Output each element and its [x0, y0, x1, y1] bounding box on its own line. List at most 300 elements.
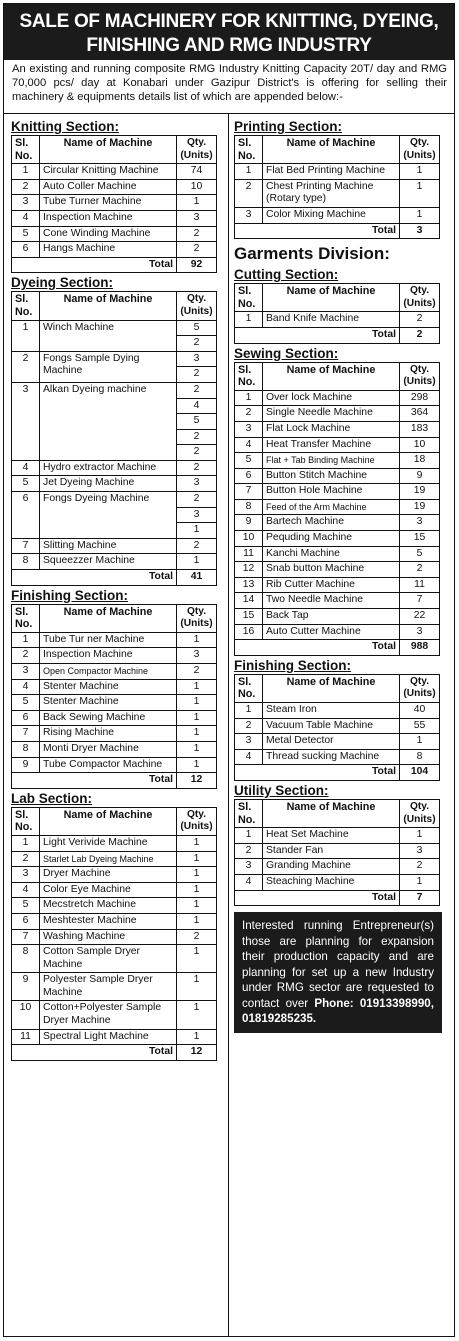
row-serial: 1 [235, 703, 263, 719]
advertisement [3, 3, 455, 1337]
row-quantity: 1 [400, 734, 440, 750]
total-blank [235, 327, 263, 343]
row-serial: 1 [12, 164, 40, 180]
row-machine-name: Stenter Machine [40, 679, 177, 695]
row-quantity: 3 [177, 648, 217, 664]
table-row [235, 874, 440, 890]
row-serial: 5 [12, 226, 40, 242]
table-row [235, 484, 440, 500]
row-quantity: 1 [177, 632, 217, 648]
total-blank [235, 223, 263, 239]
row-serial: 3 [235, 207, 263, 223]
table-row [12, 226, 217, 242]
row-serial: 9 [12, 973, 40, 1001]
row-quantity: 2 [177, 336, 217, 352]
total-row [12, 570, 217, 586]
table-row [12, 242, 217, 258]
name-header: Name of Machine [40, 292, 177, 320]
row-serial: 7 [12, 929, 40, 945]
table-row [12, 538, 217, 554]
total-value: 3 [400, 223, 440, 239]
sl-header: Sl. No. [12, 136, 40, 164]
row-serial: 5 [12, 476, 40, 492]
row-quantity: 8 [400, 749, 440, 765]
qty-header: Qty. (Units) [400, 362, 440, 390]
row-serial: 6 [12, 242, 40, 258]
row-quantity: 1 [177, 867, 217, 883]
row-machine-name: Pequding Machine [263, 531, 400, 547]
row-quantity: 1 [177, 757, 217, 773]
row-quantity: 5 [177, 320, 217, 336]
name-header: Name of Machine [40, 807, 177, 835]
row-machine-name: Color Eye Machine [40, 882, 177, 898]
sl-header: Sl. No. [235, 674, 263, 702]
row-quantity: 1 [177, 726, 217, 742]
row-quantity: 1 [177, 1029, 217, 1045]
table-row [235, 531, 440, 547]
row-machine-name: Feed of the Arm Machine [263, 499, 400, 515]
row-quantity: 40 [400, 703, 440, 719]
row-quantity: 2 [177, 929, 217, 945]
row-serial: 1 [235, 390, 263, 406]
table-row [12, 320, 217, 336]
table-row [235, 390, 440, 406]
row-serial: 2 [235, 718, 263, 734]
table-row [12, 726, 217, 742]
machine-table [234, 135, 440, 239]
table-row [12, 679, 217, 695]
ad-title: SALE OF MACHINERY FOR KNITTING, DYEING, FINISHING AND RMG INDUSTRY [4, 4, 454, 60]
total-row [235, 765, 440, 781]
contact-phone: Phone: 01913398990, 01819285235. [242, 996, 434, 1026]
contact-text: Interested running Entrepreneur(s) those are planning for expansion their production capacity and are planning for set up a new Industry under RMG sector are requested to contact over [242, 919, 434, 1010]
row-serial: 1 [12, 320, 40, 351]
table-row [235, 749, 440, 765]
row-quantity: 1 [177, 1001, 217, 1029]
contact-box [234, 912, 442, 1033]
table-row [12, 179, 217, 195]
row-serial: 6 [12, 492, 40, 539]
table-row [12, 382, 217, 398]
table-row [235, 421, 440, 437]
row-serial: 8 [12, 741, 40, 757]
table-row [235, 703, 440, 719]
table-row [12, 476, 217, 492]
row-machine-name: Winch Machine [40, 320, 177, 351]
row-serial: 14 [235, 593, 263, 609]
table-row [235, 179, 440, 207]
row-machine-name: Color Mixing Machine [263, 207, 400, 223]
total-row [12, 257, 217, 273]
row-serial: 7 [12, 538, 40, 554]
table-row [12, 913, 217, 929]
table-row [235, 312, 440, 328]
row-machine-name: Flat + Tab Binding Machine [263, 453, 400, 469]
row-quantity: 22 [400, 609, 440, 625]
table-row [235, 577, 440, 593]
row-machine-name: Slitting Machine [40, 538, 177, 554]
row-machine-name: Fongs Dyeing Machine [40, 492, 177, 539]
total-blank [12, 1045, 40, 1061]
table-row [12, 554, 217, 570]
row-serial: 2 [12, 851, 40, 867]
section-title: Printing Section: [234, 119, 342, 134]
total-label: Total [263, 765, 400, 781]
row-quantity: 3 [177, 476, 217, 492]
row-serial: 3 [12, 195, 40, 211]
row-quantity: 1 [177, 554, 217, 570]
machine-table [11, 135, 217, 273]
table-row [12, 460, 217, 476]
row-quantity: 2 [177, 242, 217, 258]
row-machine-name: Auto Coller Machine [40, 179, 177, 195]
table-row [235, 437, 440, 453]
row-machine-name: Cotton+Polyester Sample Dryer Machine [40, 1001, 177, 1029]
table-row [12, 973, 217, 1001]
row-quantity: 15 [400, 531, 440, 547]
row-machine-name: Rib Cutter Machine [263, 577, 400, 593]
sewing-table [234, 362, 450, 656]
table-header-row [12, 292, 217, 320]
table-row [12, 210, 217, 226]
row-serial: 16 [235, 624, 263, 640]
row-machine-name: Tube Compactor Machine [40, 757, 177, 773]
row-machine-name: Open Compactor Machine [40, 664, 177, 680]
name-header: Name of Machine [263, 799, 400, 827]
row-machine-name: Alkan Dyeing machine [40, 382, 177, 460]
total-value: 41 [177, 570, 217, 586]
row-serial: 6 [235, 468, 263, 484]
row-machine-name: Inspection Machine [40, 210, 177, 226]
row-serial: 3 [235, 421, 263, 437]
row-serial: 5 [12, 898, 40, 914]
section-title: Finishing Section: [234, 657, 351, 673]
row-quantity: 1 [400, 828, 440, 844]
row-quantity: 2 [177, 226, 217, 242]
total-row [12, 773, 217, 789]
row-machine-name: Two Needle Machine [263, 593, 400, 609]
row-quantity: 2 [177, 492, 217, 508]
total-label: Total [263, 890, 400, 906]
total-blank [235, 640, 263, 656]
row-machine-name: Cone Winding Machine [40, 226, 177, 242]
table-header-row [235, 284, 440, 312]
row-quantity: 2 [177, 460, 217, 476]
row-serial: 3 [12, 664, 40, 680]
total-value: 12 [177, 1045, 217, 1061]
row-quantity: 1 [400, 207, 440, 223]
table-row [12, 695, 217, 711]
total-row [235, 223, 440, 239]
row-machine-name: Flat Bed Printing Machine [263, 164, 400, 180]
row-machine-name: Single Needle Machine [263, 406, 400, 422]
machine-table [11, 604, 217, 789]
total-value: 988 [400, 640, 440, 656]
row-machine-name: Meshtester Machine [40, 913, 177, 929]
row-serial: 2 [235, 406, 263, 422]
table-row [235, 546, 440, 562]
qty-header: Qty. (Units) [177, 807, 217, 835]
table-row [12, 851, 217, 867]
row-quantity: 10 [177, 179, 217, 195]
row-quantity: 2 [177, 382, 217, 398]
row-quantity: 19 [400, 484, 440, 500]
division-title: Garments Division: [234, 244, 390, 264]
name-header: Name of Machine [263, 136, 400, 164]
row-quantity: 2 [177, 664, 217, 680]
row-quantity: 1 [177, 913, 217, 929]
row-machine-name: Tube Tur ner Machine [40, 632, 177, 648]
row-serial: 15 [235, 609, 263, 625]
dyeing-table [11, 291, 224, 585]
total-value: 12 [177, 773, 217, 789]
row-machine-name: Band Knife Machine [263, 312, 400, 328]
row-serial: 4 [235, 749, 263, 765]
intro-text: An existing and running composite RMG Industry Knitting Capacity 20T/ day and RMG 70,000 pcs/ day at Konabari under Gazipur District's is offering for selling their machinery & equipments details list of which are appended below:- [4, 60, 454, 114]
row-quantity: 1 [177, 973, 217, 1001]
row-machine-name: Flat Lock Machine [263, 421, 400, 437]
sl-header: Sl. No. [235, 799, 263, 827]
row-quantity: 1 [177, 835, 217, 851]
row-machine-name: Polyester Sample Dryer Machine [40, 973, 177, 1001]
row-machine-name: Circular Knitting Machine [40, 164, 177, 180]
row-machine-name: Washing Machine [40, 929, 177, 945]
table-row [12, 757, 217, 773]
total-label: Total [40, 1045, 177, 1061]
table-header-row [235, 362, 440, 390]
section-title: Utility Section: [234, 782, 329, 798]
table-header-row [12, 604, 217, 632]
row-serial: 5 [235, 453, 263, 469]
total-blank [235, 765, 263, 781]
total-blank [12, 257, 40, 273]
total-value: 104 [400, 765, 440, 781]
row-quantity: 1 [177, 898, 217, 914]
row-quantity: 3 [177, 210, 217, 226]
row-quantity: 2 [400, 562, 440, 578]
row-serial: 2 [12, 351, 40, 382]
row-machine-name: Mecstretch Machine [40, 898, 177, 914]
name-header: Name of Machine [263, 362, 400, 390]
section-title: Cutting Section: [234, 267, 339, 283]
table-row [235, 734, 440, 750]
total-label: Total [40, 773, 177, 789]
row-quantity: 18 [400, 453, 440, 469]
row-machine-name: Bartech Machine [263, 515, 400, 531]
row-machine-name: Steaching Machine [263, 874, 400, 890]
row-machine-name: Over lock Machine [263, 390, 400, 406]
qty-header: Qty. (Units) [177, 292, 217, 320]
section-title: Lab Section: [11, 790, 93, 806]
row-quantity: 3 [400, 843, 440, 859]
row-quantity: 1 [177, 710, 217, 726]
total-blank [12, 773, 40, 789]
row-machine-name: Stander Fan [263, 843, 400, 859]
table-row [12, 351, 217, 367]
row-serial: 4 [235, 437, 263, 453]
row-machine-name: Monti Dryer Machine [40, 741, 177, 757]
row-quantity: 2 [177, 429, 217, 445]
row-serial: 9 [12, 757, 40, 773]
total-blank [12, 570, 40, 586]
total-label: Total [40, 257, 177, 273]
table-row [12, 867, 217, 883]
table-row [12, 195, 217, 211]
row-quantity: 3 [400, 515, 440, 531]
row-serial: 2 [235, 843, 263, 859]
row-serial: 9 [235, 515, 263, 531]
sl-header: Sl. No. [12, 292, 40, 320]
total-row [235, 327, 440, 343]
table-row [12, 632, 217, 648]
row-serial: 2 [12, 648, 40, 664]
row-serial: 2 [12, 179, 40, 195]
row-quantity: 4 [177, 398, 217, 414]
row-serial: 7 [12, 726, 40, 742]
row-machine-name: Steam Iron [263, 703, 400, 719]
row-quantity: 1 [177, 695, 217, 711]
row-quantity: 183 [400, 421, 440, 437]
section-title: Knitting Section: [11, 119, 119, 134]
machine-table [234, 799, 440, 906]
row-quantity: 2 [400, 859, 440, 875]
table-row [12, 741, 217, 757]
table-row [12, 1029, 217, 1045]
section-title: Dyeing Section: [11, 275, 114, 291]
row-quantity: 1 [177, 523, 217, 539]
row-machine-name: Heat Set Machine [263, 828, 400, 844]
table-header-row [235, 674, 440, 702]
total-blank [235, 890, 263, 906]
row-serial: 8 [12, 554, 40, 570]
machine-table [11, 291, 217, 585]
table-row [235, 593, 440, 609]
sl-header: Sl. No. [235, 284, 263, 312]
total-label: Total [263, 223, 400, 239]
total-row [235, 890, 440, 906]
machine-table [234, 362, 440, 656]
lab-table [11, 807, 224, 1061]
table-row [235, 843, 440, 859]
row-serial: 6 [12, 710, 40, 726]
row-quantity: 1 [400, 164, 440, 180]
row-quantity: 5 [400, 546, 440, 562]
row-machine-name: Heat Transfer Machine [263, 437, 400, 453]
printing-table [234, 135, 450, 239]
row-serial: 12 [235, 562, 263, 578]
table-row [235, 453, 440, 469]
sl-header: Sl. No. [12, 604, 40, 632]
row-quantity: 9 [400, 468, 440, 484]
table-row [12, 882, 217, 898]
row-quantity: 1 [400, 179, 440, 207]
row-serial: 1 [235, 828, 263, 844]
total-value: 2 [400, 327, 440, 343]
table-row [12, 835, 217, 851]
row-serial: 3 [12, 382, 40, 460]
row-quantity: 19 [400, 499, 440, 515]
name-header: Name of Machine [263, 284, 400, 312]
row-machine-name: Back Tap [263, 609, 400, 625]
row-machine-name: Thread sucking Machine [263, 749, 400, 765]
row-machine-name: Tube Turner Machine [40, 195, 177, 211]
qty-header: Qty. (Units) [400, 136, 440, 164]
table-row [12, 664, 217, 680]
row-quantity: 5 [177, 414, 217, 430]
right-column [229, 114, 454, 1336]
row-quantity: 2 [177, 367, 217, 383]
qty-header: Qty. (Units) [177, 604, 217, 632]
row-quantity: 364 [400, 406, 440, 422]
total-label: Total [263, 327, 400, 343]
total-value: 92 [177, 257, 217, 273]
row-serial: 8 [12, 945, 40, 973]
row-quantity: 3 [400, 624, 440, 640]
row-machine-name: Cotton Sample Dryer Machine [40, 945, 177, 973]
table-header-row [235, 136, 440, 164]
table-row [12, 1001, 217, 1029]
table-row [12, 945, 217, 973]
row-quantity: 55 [400, 718, 440, 734]
sl-header: Sl. No. [235, 136, 263, 164]
table-row [12, 492, 217, 508]
row-quantity: 2 [400, 312, 440, 328]
row-machine-name: Jet Dyeing Machine [40, 476, 177, 492]
table-row [235, 859, 440, 875]
table-row [235, 718, 440, 734]
name-header: Name of Machine [40, 136, 177, 164]
table-row [235, 624, 440, 640]
machine-table [11, 807, 217, 1061]
row-serial: 5 [12, 695, 40, 711]
table-row [12, 898, 217, 914]
row-serial: 10 [235, 531, 263, 547]
row-machine-name: Stenter Machine [40, 695, 177, 711]
garment-finishing-table [234, 674, 450, 781]
left-column [4, 114, 229, 1336]
row-serial: 3 [235, 734, 263, 750]
table-header-row [12, 136, 217, 164]
row-quantity: 3 [177, 351, 217, 367]
row-quantity: 1 [177, 195, 217, 211]
total-label: Total [263, 640, 400, 656]
sl-header: Sl. No. [235, 362, 263, 390]
row-serial: 1 [12, 632, 40, 648]
row-quantity: 1 [177, 882, 217, 898]
row-serial: 3 [235, 859, 263, 875]
row-machine-name: Hangs Machine [40, 242, 177, 258]
machine-table [234, 674, 440, 781]
row-serial: 13 [235, 577, 263, 593]
table-row [235, 499, 440, 515]
name-header: Name of Machine [263, 674, 400, 702]
row-serial: 1 [235, 312, 263, 328]
table-row [235, 562, 440, 578]
row-serial: 4 [235, 874, 263, 890]
row-machine-name: Snab button Machine [263, 562, 400, 578]
table-row [235, 164, 440, 180]
row-quantity: 1 [400, 874, 440, 890]
row-machine-name: Rising Machine [40, 726, 177, 742]
row-quantity: 1 [177, 741, 217, 757]
name-header: Name of Machine [40, 604, 177, 632]
row-serial: 4 [12, 210, 40, 226]
qty-header: Qty. (Units) [400, 284, 440, 312]
row-machine-name: Starlet Lab Dyeing Machine [40, 851, 177, 867]
row-serial: 4 [12, 679, 40, 695]
knitting-table [11, 135, 224, 273]
table-header-row [12, 807, 217, 835]
